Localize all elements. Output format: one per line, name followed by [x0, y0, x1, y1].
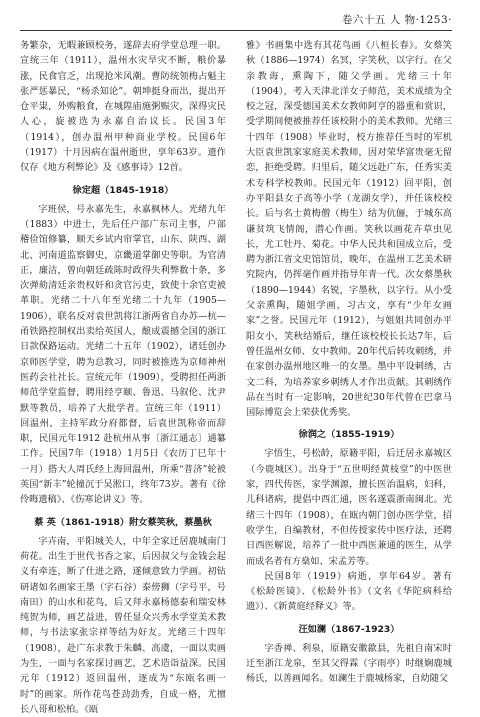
section-title: 徐润之（1855-1919） — [298, 429, 400, 441]
paragraph: 字悟生，号松龄，原籍平阳，后迁居永嘉城区（今鹿城区）。出身于“五世明经黄枝堂”的中医世家，四代传医，家学渊源，擅长医治温病，妇科，儿科诸病，提倡中西汇通，医名遂震浙南闽北。光绪三十四年（1908），在瓯内朝门创办医学堂，招收学生，自编教材，不但传授家传中医疗法，还聘日西医解说，培养了一批中西医兼通的医生，从学而成名者有方燊如、宋孟芳等。 — [246, 448, 452, 567]
right-column — [246, 38, 452, 685]
left-column — [20, 38, 226, 715]
paragraph: 字班侯，号永嘉先生，永嘉枫林人。光绪九年（1883）中进士，先后任户部广东司主事，户部稽俭馆修纂，顺天乡试内帘掌官，山东、陕西、湖北、河南道监察御史，京畿道掌御史等职。为官清正，廉洁，曾向朝廷疏陈时政得失利弊数十条，多次弹劾清廷亲贵权奸和贪官污吏，致使十余官吏被革职。光绪二十八年至光绪二十九年（1905—1906），联名反对袁世凯将江浙两省自办苏—杭—甬铁路控制权出卖给英国人，酿成震撼全国的浙江日款保路运动。光绪二十五年（1902），诸廷创办京师医学堂，聘为总教习，同时被推选为京师神州医药会社社长。宣统元年（1909），受聘担任两浙师范学堂监督，聘用经亨颐、鲁迅、马叙伦、沈尹默等教员，培养了大批学者。宣统三年（1911）回温州，主持军政分府都督，后袁世凯称帝而辞职，民国元年1912 赴杭州从事〔浙江通志〕通纂工作。民国7年（1918）1月5日《农历丁巳年十一月）搭大人周氏经上海回温州，所乘“普济”轮被英国“新丰”轮撞沉于吴淞口，终年73岁。著有《徐伶晦遗稿》、《伤寒论讲义》等。 — [20, 203, 226, 506]
section-title: 徐定超（1845-1918） — [72, 184, 174, 196]
section-title: 汪如澜（1867-1923） — [298, 623, 400, 635]
paragraph: 雅》书画集中选有其花鸟画《八桓长春》。女蔡笑秋（1886—1974）名冥，字笑秋，以字行。在父亲教诲，熏陶下，随父学画。光绪三十年（1904），考入天津北洋女子师范，美术成绩为全校之冠，深受德国美术女教师阿亨的器重和赏识，受学期间便被推荐任该校附小的美术教师。光绪三十四年（1908）毕业时，校方推荐任当时的军机大臣袁世凯家家庭美术教师，因对荣华富贵毫无留恋，拒绝受聘。归里后，随父远赴广东，任秀实美术专科学校教师。民国元年（1912）回平阳，创办平阳县女子高等小学（龙湖女学），并任该校校长。后与名士黄梅僧（梅生）结为伉俪，于城东高谦贫筑飞情阁，潜心作画。笑秋以画花卉草虫见长，尤工牡丹、菊花。中华人民共和国成立后，受聘为浙江省文史馆馆员，晚年，在温州工艺美术研究院内，仍挥毫作画并指导年青一代。次女蔡墨秋（1890—1944）名锐，字墨秋，以字行。从小受父亲熏陶，随姐学画，习古文，享有“少年女画家”之誉。民国元年（1912），与姐姐共同创办平阳女小，笑秋结婚后，继任该校校长长达7年，后曾任温州女师、女中教师。20年代后转攻刺绣，并在家创办温州地区唯一的女墨。墨中平设刺绣，古文二科，为培养家乡刺绣人才作出贡献。其刺绣作品在当时有一定影响，20世纪30年代曾在巴拿马国际博览会上荣获优秀奖。 — [246, 40, 452, 419]
page-header — [20, 8, 452, 31]
paragraph: 务繁杂，无暇兼顾校务，遂辞去府学堂总理一职。宣统三年（1911），温州水灾旱灾不断，粮价暴涨，民食官乏，出现抢米风潮。曹防统领梅占魁主张严惩暴民，“杨杀知论”。朝坤挺身而出，提出开仓平粜，外购粮食，在城隍庙施粥赈灾，深得灾民人心，旋被选为永嘉自治议长。民国3年（1914），创办温州甲种商业学校。民国6年（1917）十月因病在温州逝世，享年63岁。遗作仅存《地方利弊论》及《感事诗》12首。 — [20, 40, 226, 174]
paragraph: 民国8年（1919）病逝，享年64岁。著有《松龄医镜》、《松龄外书》（文名《华陀病科给遗》）、《新黄庭经释义》等。 — [246, 570, 452, 613]
running-header: 卷六十五 人 物·1253· — [341, 14, 452, 26]
section-title: 蔡 英（1861-1918）附女蔡笑秋，蔡墨秋 — [34, 516, 212, 528]
paragraph: 字卉南，平阳城关人，中年全家迁居鹿城南门荷花。出生于世代书香之家，后因叔父与金钱会起义有牵连，断了仕进之路，遂倾意致力学画。初钻研诸如名画家王墨（字石谷）泰傍狮（字号平，号南田）的山水和花鸟，后又拜永嘉杨德泰和瑞安林纯贺为师，画艺益进，曾任显众兴秀水学堂美术教师，与书法家张宗祥等结为好友。光绪三十四年（1908），赴广东求教于朱麟、高虞，一面以卖画为生，一面与名家探讨画艺，艺术造诣益深。民国元年（1912）返回温州，逐成为“东瓯名画一时”的画家。所作花鸟苍劲劲秀，自成一格，尤擅长八哥和松柏。《瓯 — [20, 535, 226, 715]
paragraph: 字香禅、利泉，原籍安徽歙县，先祖自南宋时迁至浙江龙泉，至其父得霖（字雨亭）时继娴鹿城杨氏，以善画闻名。如澜生于鹿城杨家，自幼随父 — [246, 642, 452, 685]
